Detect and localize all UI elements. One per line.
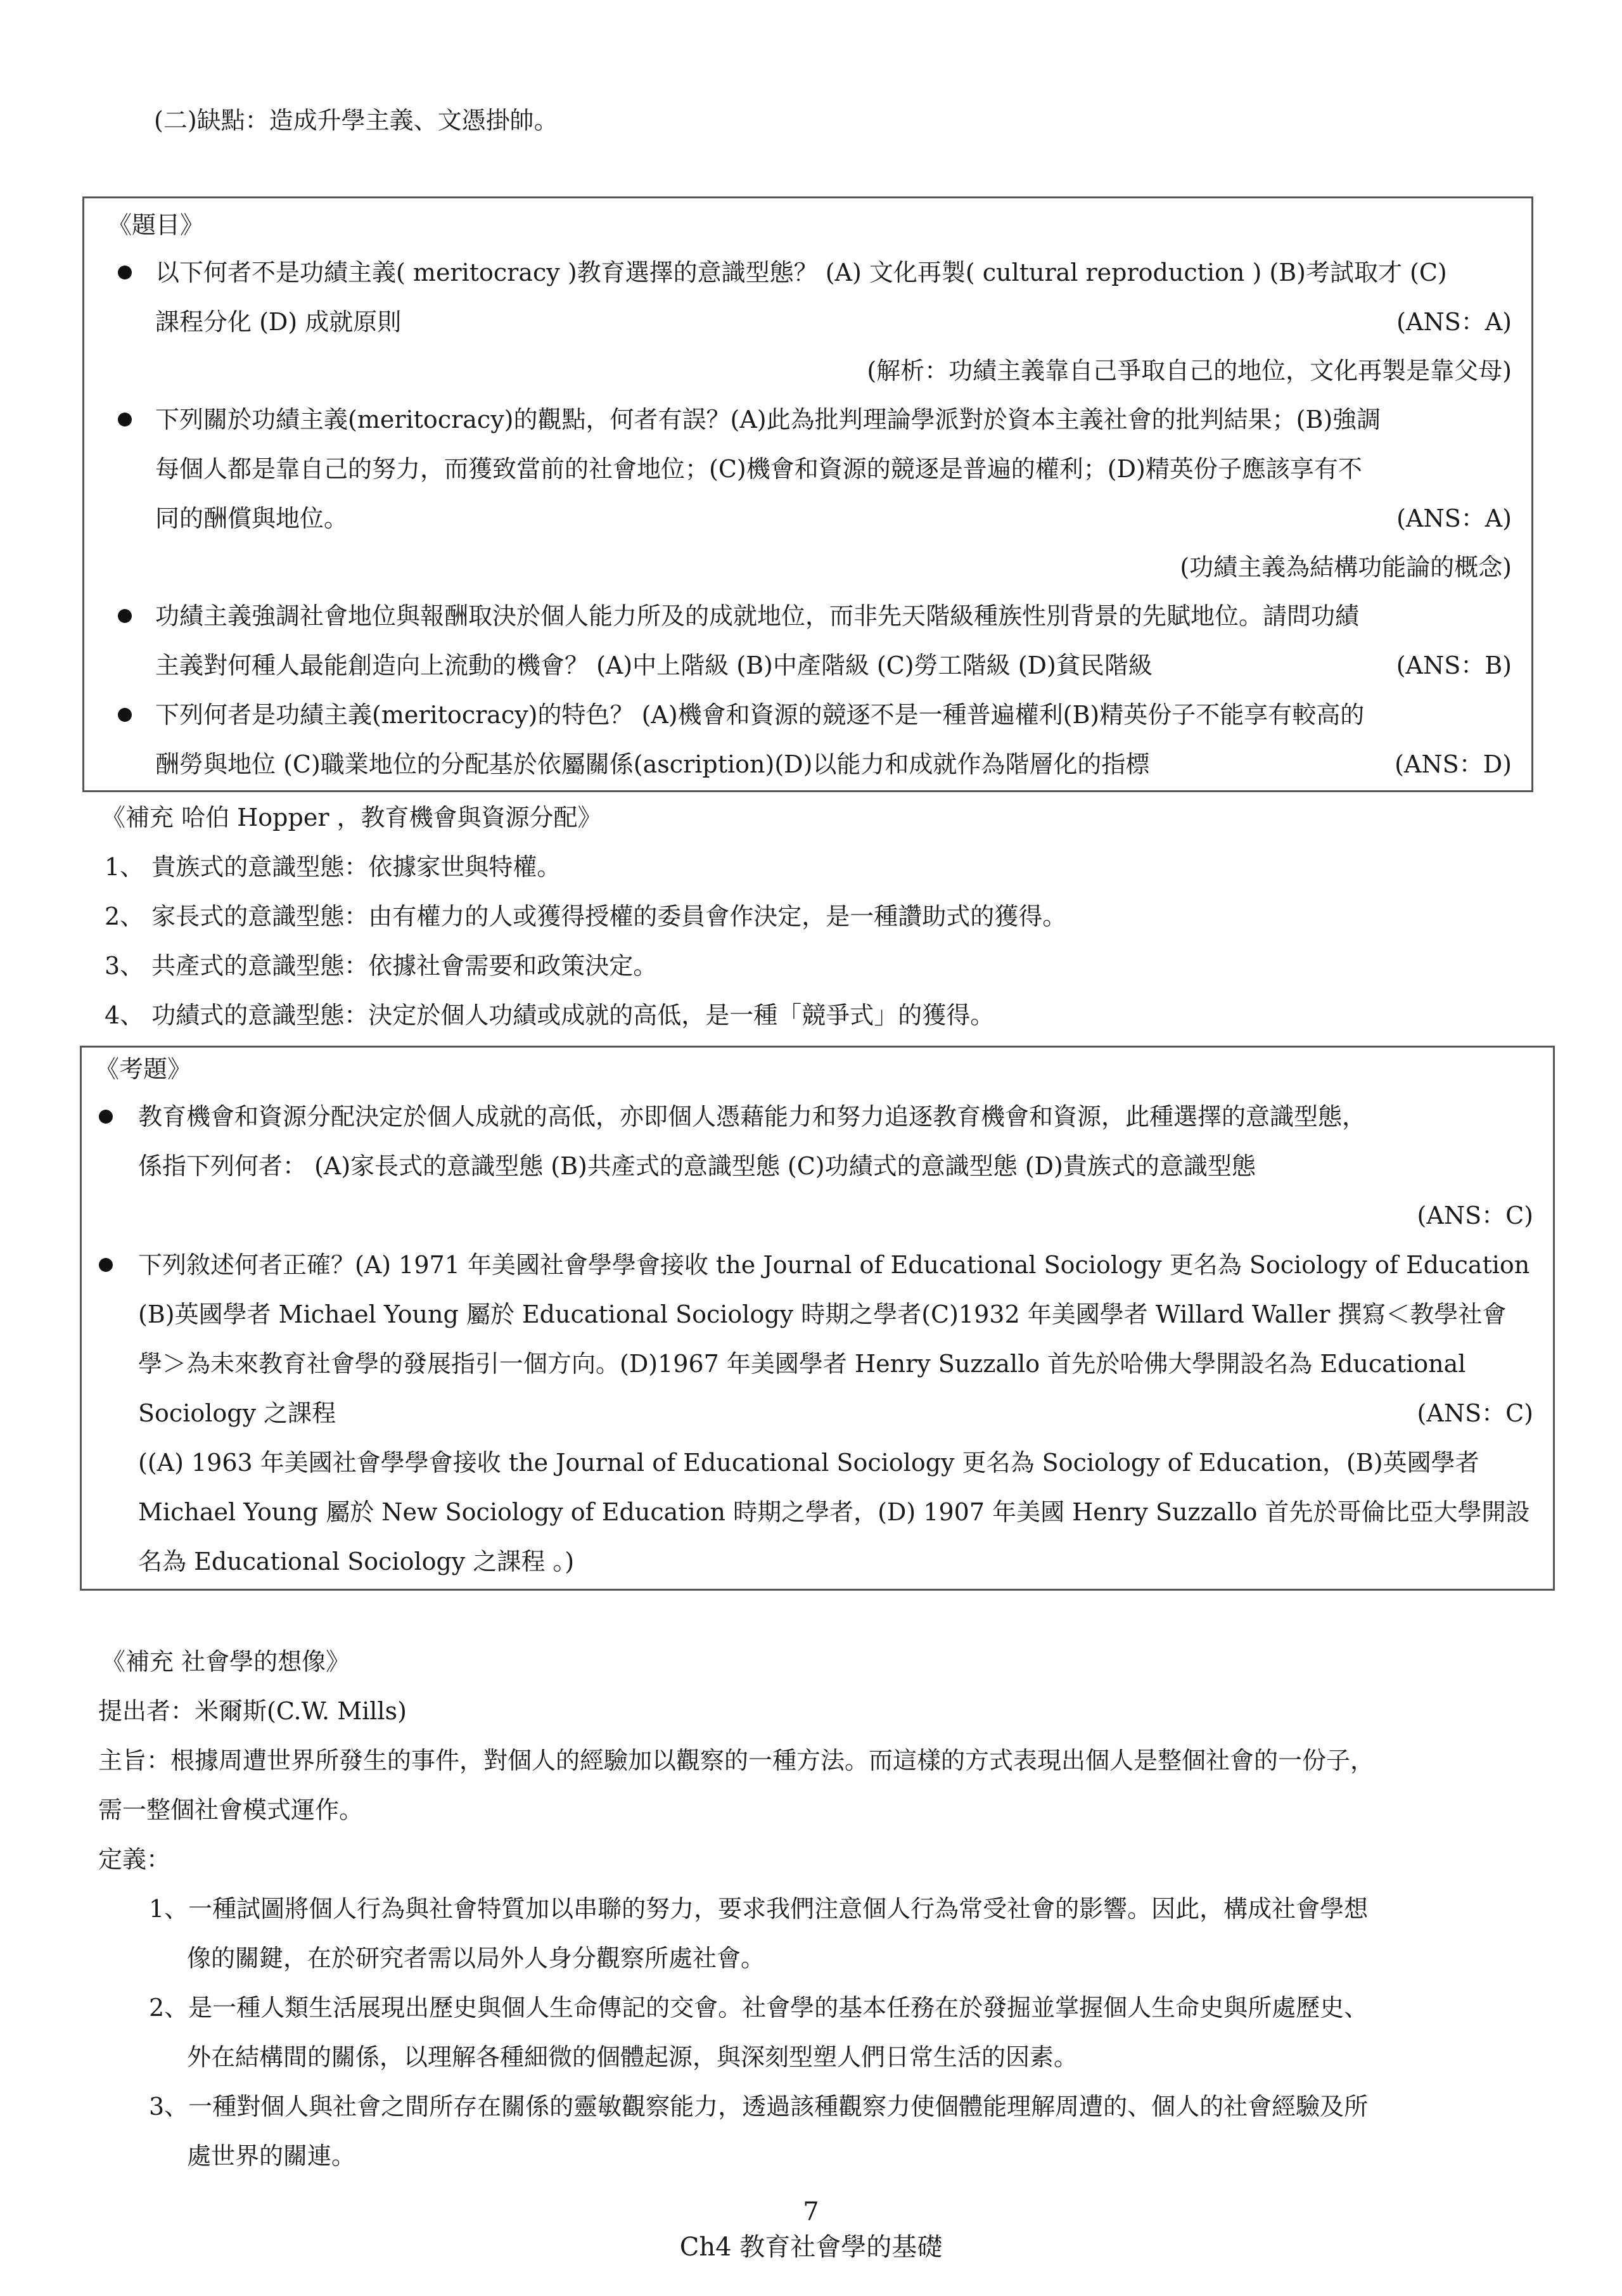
hopper-item: 3、 共產式的意識型態：依據社會需要和政策決定。 — [105, 952, 658, 980]
box1-q2-line2: 每個人都是靠自己的努力，而獲致當前的社會地位；(C)機會和資源的競逐是普遍的權利；(D)精英份子應該享有不 — [155, 455, 1362, 483]
imagination-definition-label: 定義： — [98, 1845, 171, 1873]
bullet-icon — [118, 708, 132, 722]
box1-q4-line2: 酬勞與地位 (C)職業地位的分配基於依屬關係(ascription)(D)以能力和成就作為階層化的指標 — [155, 750, 1150, 778]
box2-q2-line2: (B)英國學者 Michael Young 屬於 Educational Sociology 時期之學者(C)1932 年美國學者 Willard Waller 撰寫＜教學社會 — [138, 1300, 1507, 1328]
bullet-icon — [99, 1110, 113, 1124]
hopper-heading: 《補充 哈伯 Hopper ，教育機會與資源分配》 — [101, 804, 602, 831]
definition-item-2-line1: 2、是一種人類生活展現出歷史與個人生命傳記的交會。社會學的基本任務在於發掘並掌握個人生命史與所處歷史、 — [149, 1994, 1369, 2022]
box1-q3-answer: (ANS：B) — [1396, 651, 1512, 679]
box1-q1-line1: 以下何者不是功績主義( meritocracy )教育選擇的意識型態？ (A) 文化再製( cultural reproduction ) (B)考試取才 (C) — [155, 259, 1447, 286]
box1-q1-line2: 課程分化 (D) 成就原則 — [155, 308, 402, 336]
imagination-proposer: 提出者：米爾斯(C.W. Mills) — [98, 1697, 407, 1725]
bullet-icon — [99, 1258, 113, 1272]
definition-item-2-line2: 外在結構間的關係，以理解各種細微的個體起源，與深刻型塑人們日常生活的因素。 — [187, 2043, 1078, 2071]
box2-heading: 《考題》 — [95, 1055, 192, 1083]
box2-q2-note-line2: Michael Young 屬於 New Sociology of Education 時期之學者，(D) 1907 年美國 Henry Suzzallo 首先於哥倫比亞大學開設 — [138, 1498, 1530, 1526]
box2-q2-line3: 學＞為未來教育社會學的發展指引一個方向。(D)1967 年美國學者 Henry Suzzallo 首先於哈佛大學開設名為 Educational — [138, 1350, 1466, 1378]
hopper-item: 1、 貴族式的意識型態：依據家世與特權。 — [105, 853, 561, 881]
imagination-heading: 《補充 社會學的想像》 — [101, 1648, 350, 1676]
definition-item-1-line1: 1、一種試圖將個人行為與社會特質加以串聯的努力，要求我們注意個人行為常受社會的影響。因此，構成社會學想 — [149, 1895, 1369, 1923]
box2-q2-note-line3: 名為 Educational Sociology 之課程 。) — [138, 1548, 575, 1575]
box1-q1-explanation: (解析：功績主義靠自己爭取自己的地位，文化再製是靠父母) — [867, 357, 1512, 385]
hopper-item: 2、 家長式的意識型態：由有權力的人或獲得授權的委員會作決定，是一種讚助式的獲得。 — [105, 902, 1067, 930]
box1-q3-line1: 功績主義強調社會地位與報酬取決於個人能力所及的成就地位，而非先天階級種族性別背景的先賦地位。請問功績 — [155, 602, 1360, 630]
definition-item-3-line2: 處世界的關連。 — [187, 2142, 356, 2170]
box1-q4-line1: 下列何者是功績主義(meritocracy)的特色？ (A)機會和資源的競逐不是一種普遍權利(B)精英份子不能享有較高的 — [155, 701, 1365, 729]
box2-q1-line2: 係指下列何者： (A)家長式的意識型態 (B)共產式的意識型態 (C)功績式的意識型態 (D)貴族式的意識型態 — [138, 1152, 1256, 1180]
box2-q2-line1: 下列敘述何者正確？(A) 1971 年美國社會學學會接收 the Journal of Educational Sociology 更名為 Sociology of Education — [138, 1251, 1530, 1279]
box1-q4-answer: (ANS：D) — [1395, 750, 1512, 778]
box1-heading: 《題目》 — [108, 211, 205, 239]
bullet-icon — [118, 609, 132, 623]
bullet-icon — [118, 266, 132, 279]
box1-q1-answer: (ANS：A) — [1396, 308, 1512, 336]
box1-q2-answer: (ANS：A) — [1396, 504, 1512, 532]
definition-item-3-line1: 3、一種對個人與社會之間所存在關係的靈敏觀察能力，透過該種觀察力使個體能理解周遭的、個人的社會經驗及所 — [149, 2093, 1369, 2120]
box1-q2-line1: 下列關於功績主義(meritocracy)的觀點，何者有誤？(A)此為批判理論學派對於資本主義社會的批判結果；(B)強調 — [155, 406, 1381, 433]
box2-q1-answer: (ANS：C) — [1417, 1202, 1533, 1229]
box1-q2-explanation: (功績主義為結構功能論的概念) — [1180, 553, 1512, 581]
definition-item-1-line2: 像的關鍵，在於研究者需以局外人身分觀察所處社會。 — [187, 1944, 765, 1972]
box1-q3-line2: 主義對何種人最能創造向上流動的機會？ (A)中上階級 (B)中產階級 (C)勞工階級 (D)貧民階級 — [155, 651, 1153, 679]
box1-q2-line3: 同的酬償與地位。 — [155, 504, 348, 532]
box2-q2-answer: (ANS：C) — [1417, 1399, 1533, 1427]
box2-q2-note-line1: ((A) 1963 年美國社會學學會接收 the Journal of Educational Sociology 更名為 Sociology of Education，(B)英國學者 — [138, 1449, 1479, 1477]
imagination-main-line2: 需一整個社會模式運作。 — [98, 1796, 364, 1824]
hopper-item: 4、 功績式的意識型態：決定於個人功績或成就的高低，是一種「競爭式」的獲得。 — [105, 1001, 995, 1029]
bullet-icon — [118, 413, 132, 426]
chapter-title: Ch4 教育社會學的基礎 — [679, 2233, 943, 2262]
imagination-main-line1: 主旨：根據周遭世界所發生的事件，對個人的經驗加以觀察的一種方法。而這樣的方式表現出個人是整個社會的一份子， — [98, 1747, 1375, 1774]
top-line: (二)缺點：造成升學主義、文憑掛帥。 — [154, 106, 558, 134]
page-number: 7 — [803, 2197, 819, 2226]
box2-q2-line4: Sociology 之課程 — [138, 1399, 336, 1427]
box2-q1-line1: 教育機會和資源分配決定於個人成就的高低，亦即個人憑藉能力和努力追逐教育機會和資源，此種選擇的意識型態， — [138, 1103, 1367, 1131]
